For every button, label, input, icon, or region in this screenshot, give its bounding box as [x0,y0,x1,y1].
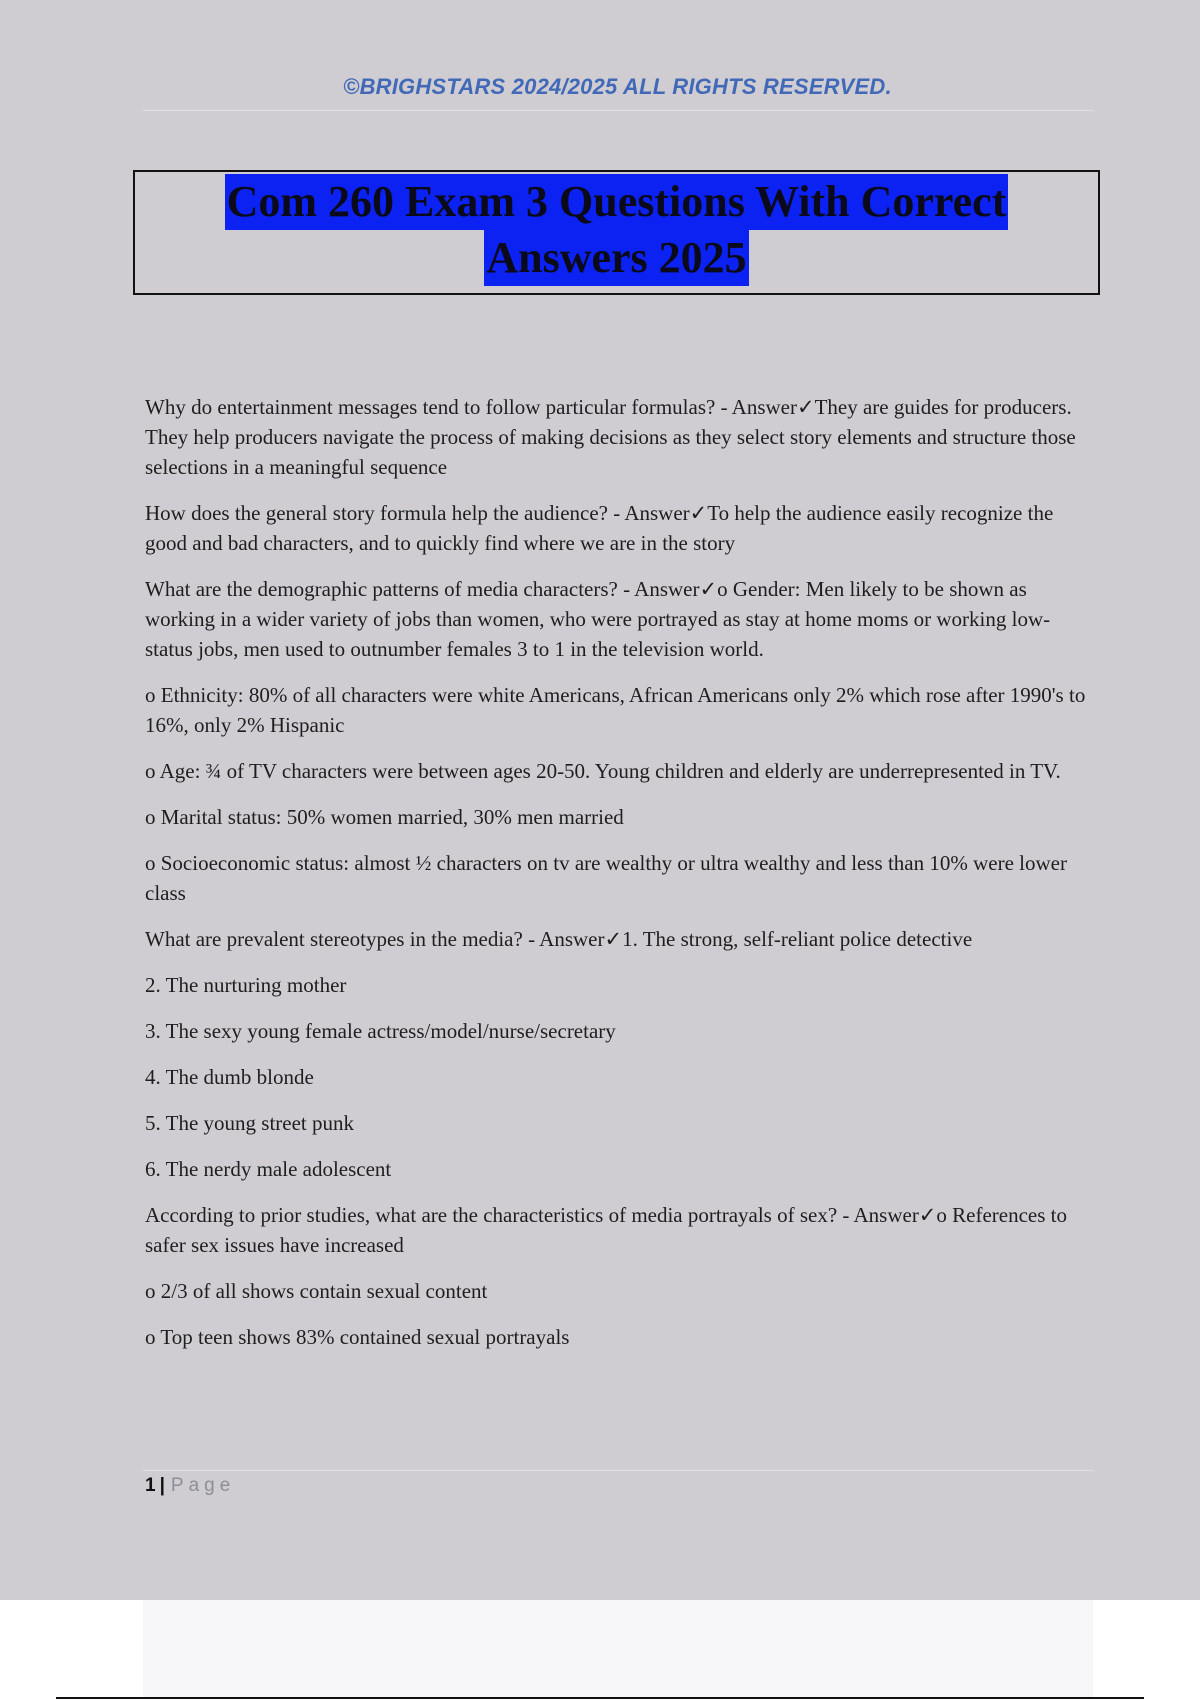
header-divider [143,110,1093,111]
document-body [145,392,1095,1368]
list-item: 2. The nurturing mother [145,973,347,997]
copyright-header: ©BRIGHSTARS 2024/2025 ALL RIGHTS RESERVED. [343,74,892,99]
paragraph-q5: According to prior studies, what are the characteristics of media portrayals of sex? - Answer✓o References to safer sex issues have increased [145,1203,1068,1257]
footer-divider [143,1470,1093,1471]
paragraph-ethnicity: o Ethnicity: 80% of all characters were white Americans, African Americans only 2% which rose after 1990's to 16%, only 2% Hispanic [145,683,1086,737]
paragraph-marital: o Marital status: 50% women married, 30% men married [145,805,624,829]
paragraph-q1: Why do entertainment messages tend to follow particular formulas? - Answer✓They are guides for producers. They help producers navigate the process of making decisions as they select story elements and structure those selections in a meaningful sequence [145,395,1076,479]
title-line-2: Answers 2025 [484,230,748,286]
title-line-1: Com 260 Exam 3 Questions With Correct [225,174,1009,230]
paragraph-q3: What are the demographic patterns of media characters? - Answer✓o Gender: Men likely to be shown as working in a wider variety of jobs than women, who were portrayed as stay at home moms or working low-status jobs, men used to outnumber females 3 to 1 in the television world. [145,577,1051,661]
list-item: 6. The nerdy male adolescent [145,1157,392,1181]
page-label: Page [170,1475,236,1496]
bottom-border-line [56,1697,1144,1699]
page-number: 1 [145,1475,156,1496]
next-page-preview [143,1600,1093,1698]
list-item: 3. The sexy young female actress/model/nurse/secretary [145,1019,616,1043]
list-item: o 2/3 of all shows contain sexual content [145,1279,488,1303]
list-item: 5. The young street punk [145,1111,354,1135]
list-item: o Top teen shows 83% contained sexual portrayals [145,1325,570,1349]
list-item: 4. The dumb blonde [145,1065,314,1089]
paragraph-socioeconomic: o Socioeconomic status: almost ½ characters on tv are wealthy or ultra wealthy and less than 10% were lower class [145,851,1067,905]
paragraph-q2: How does the general story formula help the audience? - Answer✓To help the audience easily recognize the good and bad characters, and to quickly find where we are in the story [145,501,1054,555]
title-box [133,170,1100,295]
paragraph-q4: What are prevalent stereotypes in the media? - Answer✓1. The strong, self-reliant police detective [145,927,973,951]
page-footer [145,1475,235,1497]
page-separator: | [159,1475,165,1496]
paragraph-age: o Age: ¾ of TV characters were between ages 20-50. Young children and elderly are underrepresented in TV. [145,759,1061,783]
